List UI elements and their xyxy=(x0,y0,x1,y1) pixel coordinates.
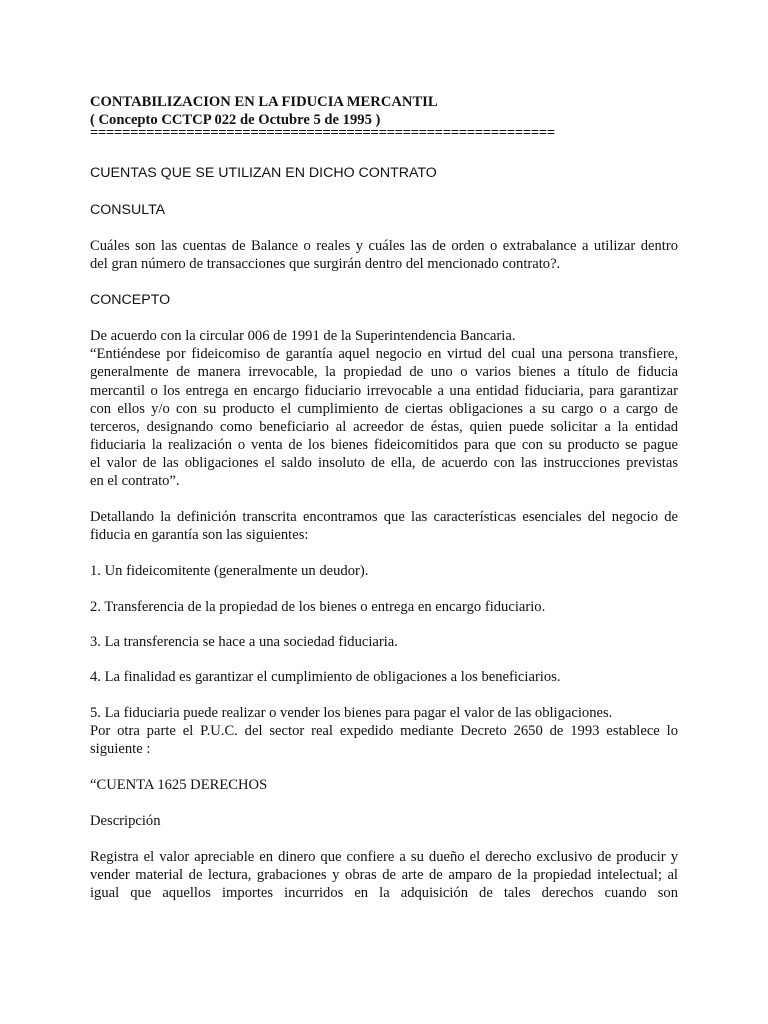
list-item: 2. Transferencia de la propiedad de los bienes o entrega en encargo fiduciario. xyxy=(90,599,546,615)
quote-line: el valor de las obligaciones el saldo insoluto de ella, de acuerdo con las instrucciones previstas xyxy=(90,455,678,471)
separator-rule: ========================================================== xyxy=(90,126,555,140)
registra-paragraph-line: igual que aquellos importes incurridos en la adquisición de tales derechos cuando son xyxy=(90,885,678,901)
concepto-heading: CONCEPTO xyxy=(90,292,171,308)
detallando-paragraph-line: Detallando la definición transcrita encontramos que las características esenciales del negocio de xyxy=(90,509,678,525)
consulta-paragraph-line: del gran número de transacciones que surgirán dentro del mencionado contrato?. xyxy=(90,256,561,272)
list-item: 5. La fiduciaria puede realizar o vender los bienes para pagar el valor de las obligaciones. xyxy=(90,705,613,721)
registra-paragraph-line: Registra el valor apreciable en dinero que confiere a su dueño el derecho exclusivo de producir y xyxy=(90,849,678,865)
quote-line: generalmente de manera irrevocable, la propiedad de uno o varios bienes a título de fiducia xyxy=(90,364,678,380)
puc-paragraph-line: Por otra parte el P.U.C. del sector real expedido mediante Decreto 2650 de 1993 establece lo xyxy=(90,723,678,739)
quote-line: fiduciaria la realización o venta de los bienes fideicomitidos para que con su producto se pague xyxy=(90,437,678,453)
cuentas-heading: CUENTAS QUE SE UTILIZAN EN DICHO CONTRATO xyxy=(90,165,437,181)
quote-line: mercantil o los entrega en encargo fiduciario irrevocable a una entidad fiduciaria, para garantizar xyxy=(90,383,678,399)
consulta-paragraph-line: Cuáles son las cuentas de Balance o reales y cuáles las de orden o extrabalance a utilizar dentro xyxy=(90,238,678,254)
list-item: 1. Un fideicomitente (generalmente un deudor). xyxy=(90,563,369,579)
quote-line: terceros, designando como beneficiario al acreedor de éstas, quien puede solicitar a la entidad xyxy=(90,419,678,435)
list-item: 3. La transferencia se hace a una sociedad fiduciaria. xyxy=(90,634,398,650)
quote-line: con ellos y/o con su producto el cumplimiento de ciertas obligaciones a su cargo o a cargo de xyxy=(90,401,678,417)
quote-line: en el contrato”. xyxy=(90,473,180,489)
document-subtitle: ( Concepto CCTCP 022 de Octubre 5 de 1995 ) xyxy=(90,112,381,128)
cuenta-heading: “CUENTA 1625 DERECHOS xyxy=(90,777,268,793)
quote-line: “Entiéndese por fideicomiso de garantía aquel negocio en virtud del cual una persona transfiere, xyxy=(90,346,678,362)
descripcion-heading: Descripción xyxy=(90,813,161,829)
detallando-paragraph-line: fiducia en garantía son las siguientes: xyxy=(90,527,309,543)
list-item: 4. La finalidad es garantizar el cumplimiento de obligaciones a los beneficiarios. xyxy=(90,669,561,685)
registra-paragraph-line: vender material de lectura, grabaciones y obras de arte de amparo de la propiedad intelectual; al xyxy=(90,867,678,883)
consulta-heading: CONSULTA xyxy=(90,202,166,218)
concepto-paragraph-line: De acuerdo con la circular 006 de 1991 de la Superintendencia Bancaria. xyxy=(90,328,516,344)
puc-paragraph-line: siguiente : xyxy=(90,741,151,757)
document-title: CONTABILIZACION EN LA FIDUCIA MERCANTIL xyxy=(90,94,438,110)
